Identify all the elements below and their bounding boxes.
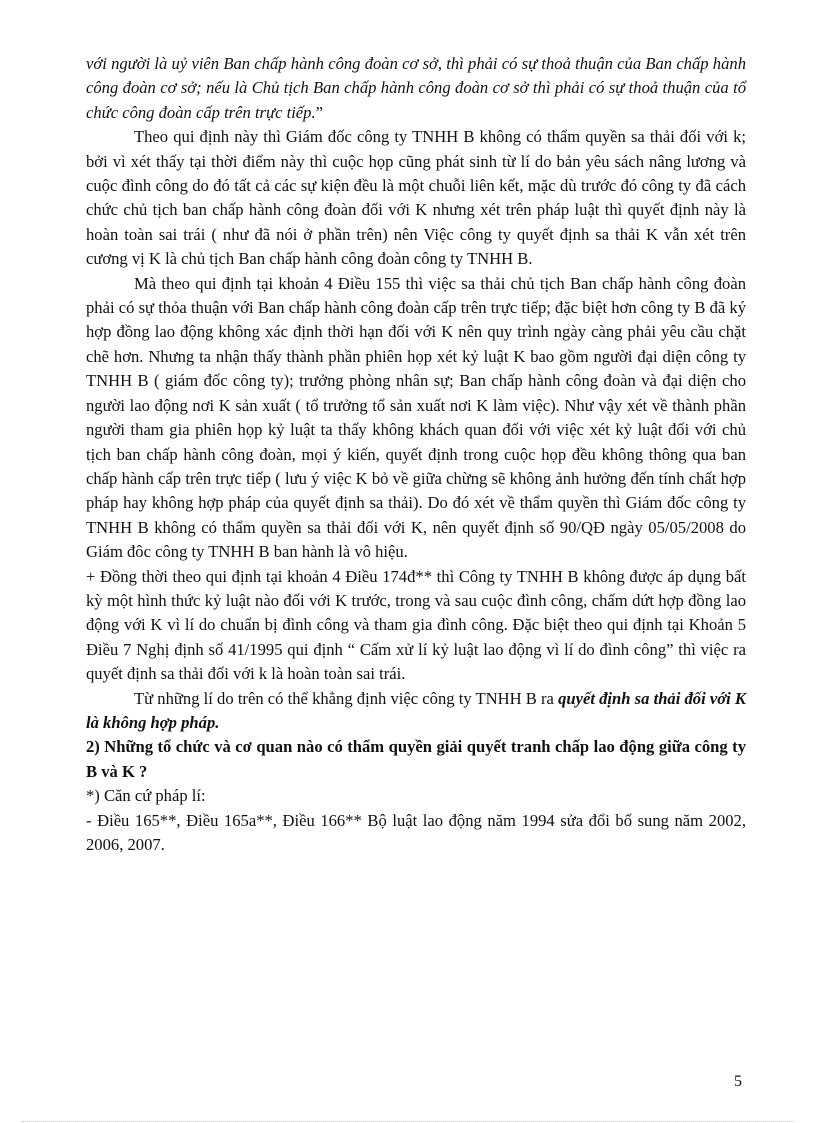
conclusion-lead: Từ những lí do trên có thể khẳng định việc công ty TNHH B ra [134, 688, 559, 708]
quote-close-mark: ” [315, 102, 323, 122]
paragraph-dismissal-procedure: Mà theo qui định tại khoản 4 Điều 155 thì việc sa thải chủ tịch Ban chấp hành công đoàn phải có sự thỏa thuận với Ban chấp hành công đoàn cấp trên trực tiếp; đặc biệt hơn công ty B đã ký hợp đồng lao động không xác định thời hạn đối với K nên quy trình ngày càng phải yêu cầu chặt chẽ hơn. Nhưng ta nhận thấy thành phần phiên họp xét kỷ luật K bao gồm người đại diện công ty TNHH B ( giám đốc công ty); trưởng phòng nhân sự; Ban chấp hành công đoàn và đại diện cho người lao động nơi K sản xuất ( tổ trưởng tổ sản xuất nơi K làm việc). Như vậy xét về thành phần người tham gia phiên họp kỷ luật ta thấy không khách quan đối với việc xét kỷ luật đối với chủ tịch ban chấp hành công đoàn, mọi ý kiến, quyết định trong cuộc họp đều không thông qua ban chấp hành cấp trên trực tiếp ( lưu ý việc K bỏ về giữa chừng sẽ không ảnh hưởng đến tính chất hợp pháp hay không hợp pháp của quyết định sa thải). Do đó xét về thẩm quyền thì Giám đốc công ty TNHH B không có thẩm quyền sa thải đối với K, nên quyết định số 90/QĐ ngày 05/05/2008 do Giám đôc công ty TNHH B ban hành là vô hiệu. [86, 273, 746, 562]
quote-continuation [86, 52, 746, 125]
document-body [86, 52, 746, 857]
paragraph-conclusion [86, 687, 746, 736]
section-heading-2: 2) Những tổ chức và cơ quan nào có thẩm quyền giải quyết tranh chấp lao động giữa công ty B và K ? [86, 737, 746, 781]
legal-basis-item: - Điều 165**, Điều 165a**, Điều 166** Bộ luật lao động năm 1994 sửa đổi bổ sung năm 2002, 2006, 2007. [86, 810, 746, 854]
legal-basis-label: *) Căn cứ pháp lí: [86, 786, 206, 806]
paragraph-authority: Theo qui định này thì Giám đốc công ty TNHH B không có thẩm quyền sa thải đối với k; bởi vì xét thấy tại thời điểm này thì cuộc họp cũng phát sinh từ lí do bản yêu sách nâng lương và cuộc đình công do đó tất cả các sự kiện đều là một chuỗi liên kết, mặc dù trước đó công ty đã cách chức chủ tịch ban chấp hành công đoàn đối với K nhưng xét trên pháp luật thì quyết định này là hoàn toàn sai trái ( như đã nói ở phần trên) nên Việc công ty quyết định sa thải K vẫn xét trên cương vị K là chủ tịch Ban chấp hành công đoàn công ty TNHH B. [86, 127, 746, 269]
quote-text: với người là uỷ viên Ban chấp hành công đoàn cơ sở, thì phải có sự thoả thuận của Ban chấp hành công đoàn cơ sở; nếu là Chủ tịch Ban chấp hành công đoàn cơ sở thì phải có sự thoả thuận của tổ chức công đoàn cấp trên trực tiếp. [86, 54, 746, 122]
paragraph-strike-protection: + Đồng thời theo qui định tại khoản 4 Điều 174đ** thì Công ty TNHH B không được áp dụng bất kỳ một hình thức kỷ luật nào đối với K trước, trong và sau cuộc đình công, chấm dứt hợp đồng lao động với K vì lí do chuẩn bị đình công và tham gia đình công. Đặc biệt theo qui định tại Khoản 5 Điều 7 Nghị định số 41/1995 qui định “ Cấm xử lí kỷ luật lao động vì lí do đình công” thì việc ra quyết định sa thải đối với k là hoàn toàn sai trái. [86, 566, 746, 684]
page-number: 5 [734, 1073, 742, 1090]
page-bottom-divider [22, 1121, 794, 1122]
conclusion-emphasis: quyết định sa thải đối với K là không hợp pháp. [86, 688, 747, 732]
